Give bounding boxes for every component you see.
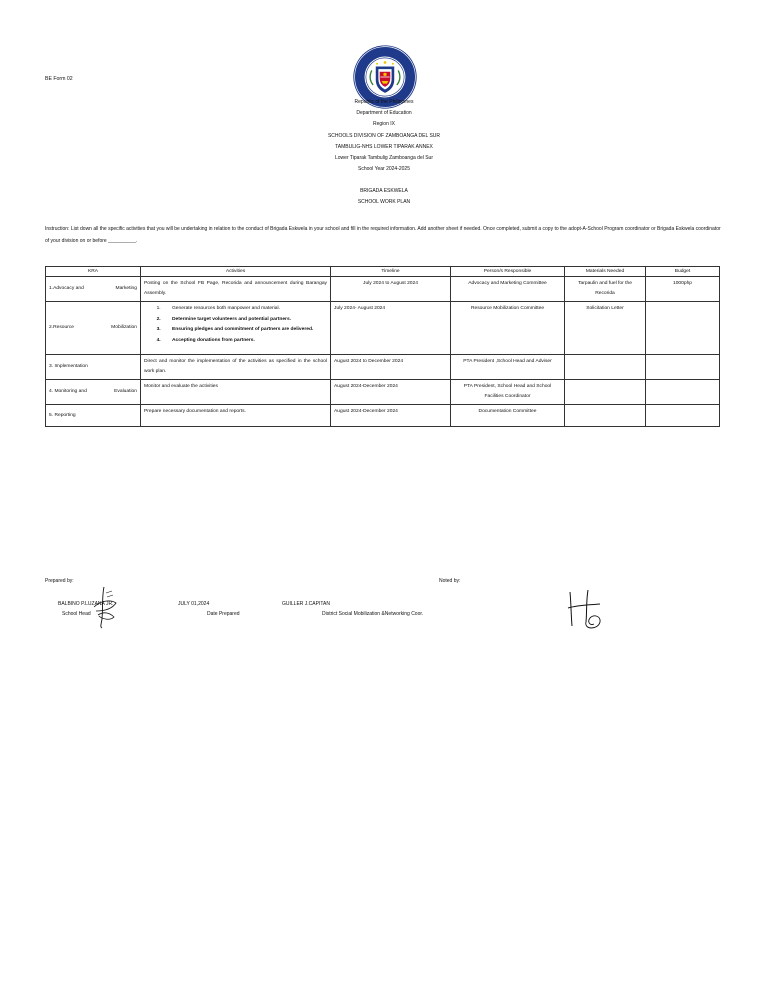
activity-cell bbox=[141, 302, 331, 355]
program-line: SCHOOL WORK PLAN bbox=[357, 199, 411, 206]
table-row bbox=[46, 405, 720, 427]
preparer-name: BALBINO P.LUZANA JR. bbox=[58, 601, 114, 607]
materials-cell bbox=[565, 405, 646, 427]
document-header bbox=[200, 97, 568, 175]
column-header: Budget bbox=[646, 267, 720, 277]
kra-cell: 4. Monitoring and Evaluation bbox=[46, 380, 141, 405]
column-header: KRA bbox=[46, 267, 141, 277]
form-number: BE Form 02 bbox=[45, 76, 73, 82]
program-line: BRIGADA ESKWELA bbox=[360, 188, 408, 194]
budget-cell bbox=[646, 302, 720, 355]
activity-cell: Posting on the School FB Page, Recorida and announcement during Barangay Assembly. bbox=[141, 277, 331, 302]
header-line: Republic of the Philippines bbox=[354, 99, 414, 105]
header-line: Region IX bbox=[373, 121, 395, 128]
date-prepared-value: JULY 01,2024 bbox=[178, 601, 210, 607]
instruction-text: Instruction: List down all the specific activities that you will be undertaking in relation to the conduct of Brigada Eskwela in your school and fill in the required information. Add another sheet if needed. Once completed, submit a copy to the adopt-A-School Program coordinator or Brigada Eskwela coordinator of your division on or before __________. bbox=[45, 226, 721, 244]
kra-cell: 5. Reporting bbox=[46, 405, 141, 427]
preparer-signature bbox=[90, 585, 120, 629]
header-line: Department of Education bbox=[356, 110, 412, 117]
activity-item: 4. Accepting donations from partners. bbox=[162, 336, 327, 347]
activity-cell: Prepare necessary documentation and reports. bbox=[141, 405, 331, 427]
budget-cell bbox=[646, 405, 720, 427]
timeline-cell: August 2024-December 2024 bbox=[331, 380, 451, 405]
timeline-cell: July 2024- August 2024 bbox=[331, 302, 451, 355]
table-row bbox=[46, 277, 720, 302]
persons-cell: PTA President, School Head and School Facilities Coordinator bbox=[451, 380, 565, 405]
activity-cell: Direct and monitor the implementation of the activities as specified in the school work plan. bbox=[141, 355, 331, 380]
column-header: Materials Needed bbox=[565, 267, 646, 277]
preparer-title: School Head bbox=[62, 611, 91, 617]
persons-cell: Resource Mobilization Committee bbox=[451, 302, 565, 355]
column-header: Person/s Responsible bbox=[451, 267, 565, 277]
activity-item: 3. Ensuring pledges and commitment of partners are delivered. bbox=[162, 325, 327, 336]
kra-cell: 1.Advocacy and Marketing bbox=[46, 277, 141, 302]
materials-cell bbox=[565, 380, 646, 405]
materials-cell bbox=[565, 355, 646, 380]
timeline-cell: August 2024-December 2024 bbox=[331, 405, 451, 427]
persons-cell: Advocacy and Marketing Committee bbox=[451, 277, 565, 302]
persons-cell: Documentation Committee bbox=[451, 405, 565, 427]
activity-cell: Monitor and evaluate the activities bbox=[141, 380, 331, 405]
materials-cell: Solicitation Letter bbox=[565, 302, 646, 355]
work-plan-table bbox=[45, 266, 720, 427]
persons-cell: PTA President ,School Head and Adviser bbox=[451, 355, 565, 380]
prepared-by-label: Prepared by: bbox=[45, 578, 74, 584]
budget-cell: 1000php bbox=[646, 277, 720, 302]
column-header: Timeline bbox=[331, 267, 451, 277]
header-line: TAMBULIG-NHS LOWER TIPARAK ANNEX bbox=[335, 143, 433, 150]
noter-title: District Social Mobilization &Networking Coor. bbox=[322, 611, 424, 617]
timeline-cell: August 2024 to December 2024 bbox=[331, 355, 451, 380]
budget-cell bbox=[646, 380, 720, 405]
table-header-row bbox=[46, 267, 720, 277]
activity-item: 2. Determine target volunteers and potential partners. bbox=[162, 315, 327, 326]
kra-cell: 2.Resource Mobilization bbox=[46, 302, 141, 355]
date-prepared-label: Date Prepared bbox=[207, 611, 240, 617]
noted-by-label: Noted by: bbox=[439, 578, 461, 584]
noter-name: GUILLER J.CAPITAN bbox=[282, 601, 330, 607]
timeline-cell: July 2024 to August 2024 bbox=[331, 277, 451, 302]
materials-cell: Tarpaulin and fuel for the Recorida bbox=[565, 277, 646, 302]
budget-cell bbox=[646, 355, 720, 380]
activity-item: 1. Generate resources both manpower and material. bbox=[162, 304, 327, 315]
noter-signature bbox=[566, 588, 606, 632]
header-line: Lower Tiparak Tambulig Zamboanga del Sur bbox=[334, 155, 434, 162]
program-title bbox=[200, 186, 568, 208]
kra-cell: 3. Implementation bbox=[46, 355, 141, 380]
column-header: Activities bbox=[141, 267, 331, 277]
table-row bbox=[46, 380, 720, 405]
table-row bbox=[46, 355, 720, 380]
table-row bbox=[46, 302, 720, 355]
header-line: School Year 2024-2025 bbox=[358, 166, 410, 173]
header-line: SCHOOLS DIVISION OF ZAMBOANGA DEL SUR bbox=[327, 132, 441, 139]
